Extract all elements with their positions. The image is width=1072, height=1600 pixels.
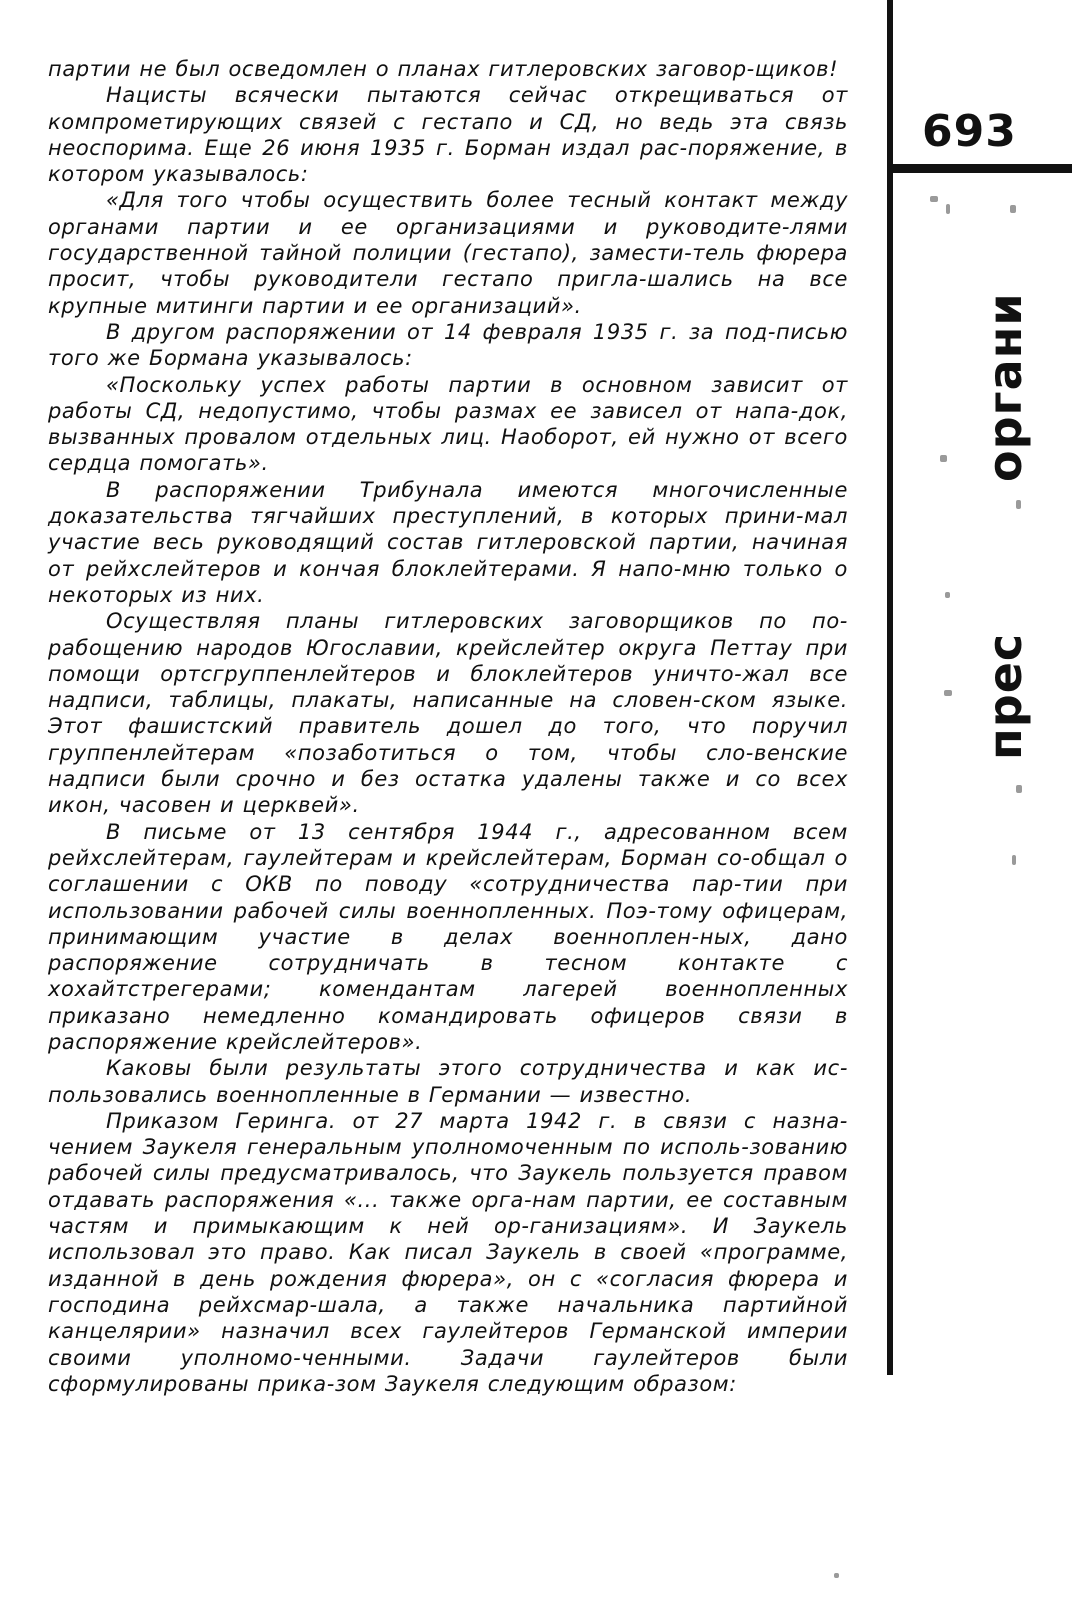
paragraph-3-quote: «Для того чтобы осуществить более тесный контакт между органами партии и ее организациями и руководите-лями государственной тайной полиции (гестапо), замести-тель фюрера просит, чтобы руководители гестапо пригла-шались на все крупные митинги партии и ее организаций».	[48, 188, 848, 318]
margin-speck	[1016, 500, 1021, 509]
paragraph-2: Нацисты всячески пытаются сейчас открещиваться от компрометирующих связей с гестапо и СД, но ведь эта связь неоспорима. Еще 26 июня 1935 г. Борман издал рас-поряжение, в котором указывалось:	[48, 83, 848, 187]
paragraph-5-quote: «Поскольку успех работы партии в основном зависит от работы СД, недопустимо, чтобы размах ее зависел от напа-док, вызванных провалом отдельных лиц. Наоборот, ей нужно от всего сердца помогать».	[48, 372, 848, 476]
margin-word-pres: прес	[978, 632, 1032, 760]
header-rule	[890, 164, 1072, 173]
body-text	[48, 56, 848, 1397]
margin-speck	[940, 455, 947, 462]
margin-speck	[944, 690, 952, 696]
paragraph-4: В другом распоряжении от 14 февраля 1935 г. за под-писью того же Бормана указывалось:	[48, 319, 848, 371]
vertical-margin-rule	[887, 0, 893, 1375]
margin-word-organ: органи	[978, 292, 1032, 482]
margin-speck	[945, 592, 950, 598]
margin-speck	[834, 1573, 839, 1578]
margin-speck	[946, 204, 950, 214]
margin-speck	[1016, 785, 1022, 793]
paragraph-7: Осуществляя планы гитлеровских заговорщиков по по-рабощению народов Югославии, крейслейтер округа Петтау при помощи ортсгруппенлейтеров и блоклейтеров уничто-жал все надписи, таблицы, плакаты, написанные на словен-ском языке. Этот фашистский правитель дошел до того, что поручил группенлейтерам «позаботиться о том, чтобы сло-венские надписи были срочно и без остатка удалены также и со всех икон, часовен и церквей».	[48, 609, 848, 818]
margin-speck	[930, 196, 938, 202]
paragraph-10: Приказом Геринга. от 27 марта 1942 г. в связи с назна-чением Заукеля генеральным уполномоченным по исполь-зованию рабочей силы предусматривалось, что Заукель пользуется правом отдавать распоряжения «... также орга-нам партии, ее составным частям и примыкающим к ней ор-ганизациям». И Заукель использовал это право. Как писал Заукель в своей «программе, изданной в день рождения фюрера», он с «согласия фюрера и господина рейхсмар-шала, а также начальника партийной канцелярии» назначил всех гаулейтеров Германской империи своими уполномо-ченными. Задачи гаулейтеров были сформулированы прика-зом Заукеля следующим образом:	[48, 1108, 848, 1396]
paragraph-6: В распоряжении Трибунала имеются многочисленные доказательства тягчайших преступлений, в которых прини-мал участие весь руководящий состав гитлеровской партии, начиная от рейхслейтеров и кончая блоклейтерами. Я напо-мню только о некоторых из них.	[48, 477, 848, 607]
margin-speck	[1010, 205, 1016, 213]
margin-speck	[1012, 855, 1016, 865]
paragraph-9: Каковы были результаты этого сотрудничества и как ис-пользовались военнопленные в Германии — известно.	[48, 1056, 848, 1107]
page-number: 693	[922, 106, 1017, 157]
paragraph-1: партии не был осведомлен о планах гитлеровских заговор-щиков!	[48, 57, 839, 81]
paragraph-8: В письме от 13 сентября 1944 г., адресованном всем рейхслейтерам, гаулейтерам и крейслейтерам, Борман со-общал о соглашении с ОКВ по поводу «сотрудничества пар-тии при использовании рабочей силы военнопленных. Поэ-тому офицерам, принимающим участие в делах военноплен-ных, дано распоряжение сотрудничать в тесном контакте с хохайтстрегерами; комендантам лагерей военнопленных приказано немедленно командировать офицеров связи в распоряжение крейслейтеров».	[48, 819, 848, 1054]
